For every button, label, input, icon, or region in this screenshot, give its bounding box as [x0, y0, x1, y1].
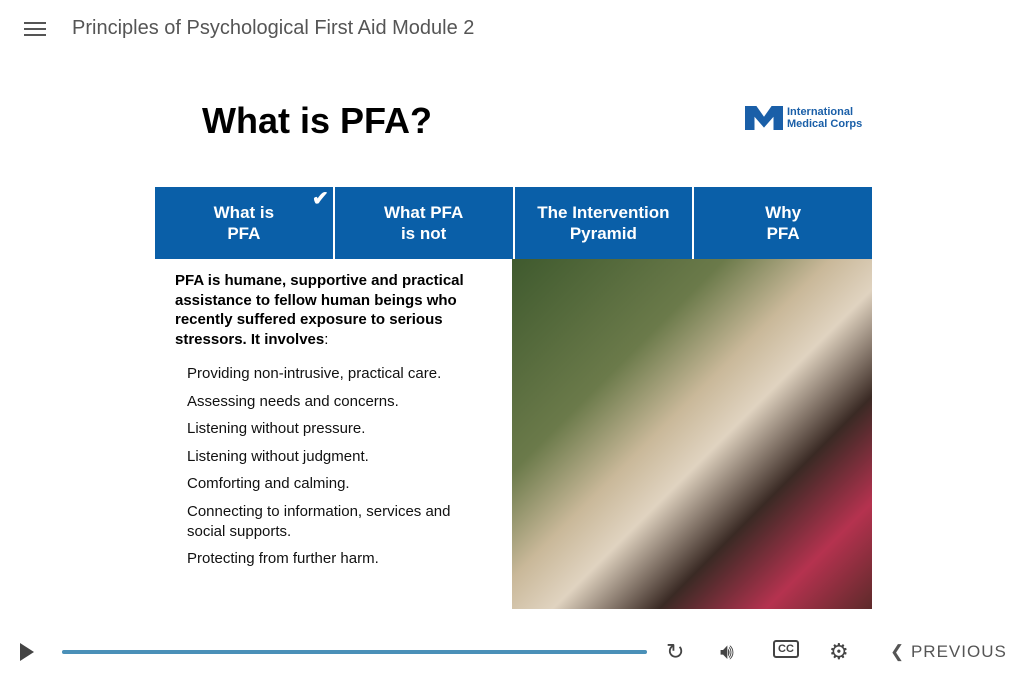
course-title: Principles of Psychological First Aid Module 2	[72, 17, 475, 39]
intro-bold: PFA is humane, supportive and practical assistance to fellow human beings who recently suffered exposure to serious stressors. It involves	[175, 272, 464, 348]
list-item: Providing non-intrusive, practical care.	[187, 365, 442, 382]
tab-what-is-pfa[interactable]	[155, 187, 333, 259]
menu-icon[interactable]	[24, 22, 46, 36]
settings-gear-icon[interactable]: ⚙	[829, 639, 849, 664]
pfa-list	[187, 364, 487, 577]
logo-mark-icon	[745, 106, 783, 130]
slide-title: What is PFA?	[202, 100, 433, 141]
replay-icon[interactable]: ↻	[666, 639, 685, 664]
chevron-left-icon: ❮	[890, 642, 911, 661]
logo-line1: International	[787, 106, 854, 118]
tab-label: Why PFA	[765, 203, 802, 243]
play-icon[interactable]	[20, 643, 34, 661]
tab-label: The Intervention Pyramid	[537, 203, 670, 243]
progress-bar[interactable]	[62, 650, 647, 654]
tab-what-pfa-is-not[interactable]	[335, 187, 513, 259]
tab-why-pfa[interactable]	[694, 187, 872, 259]
tab-label: What is PFA	[213, 203, 275, 243]
previous-label: PREVIOUS	[910, 642, 1007, 661]
checkmark-icon: ✔	[311, 188, 329, 210]
intro-tail: :	[324, 330, 329, 348]
tab-label: What PFA is not	[383, 203, 464, 243]
aid-worker-comforting-woman-photo	[512, 259, 872, 609]
player-controls	[0, 637, 1024, 667]
list-item: Assessing needs and concerns.	[187, 392, 399, 410]
list-item: Listening without judgment.	[187, 447, 369, 465]
list-item: Connecting to information, services and social supports.	[187, 502, 451, 540]
volume-icon[interactable]: 🔊︎	[720, 639, 734, 664]
slide-tabs	[155, 187, 872, 259]
list-item: Listening without pressure.	[187, 420, 366, 437]
closed-captions-button[interactable]: CC	[773, 640, 799, 658]
list-item: Protecting from further harm.	[187, 550, 379, 567]
header	[0, 0, 1024, 60]
intro-text	[175, 271, 495, 349]
international-medical-corps-logo	[745, 106, 862, 130]
progress-fill	[62, 650, 647, 654]
tab-intervention-pyramid[interactable]	[515, 187, 693, 259]
list-item: Comforting and calming.	[187, 475, 350, 492]
logo-line2: Medical Corps	[787, 118, 863, 130]
previous-button[interactable]	[890, 642, 1007, 662]
